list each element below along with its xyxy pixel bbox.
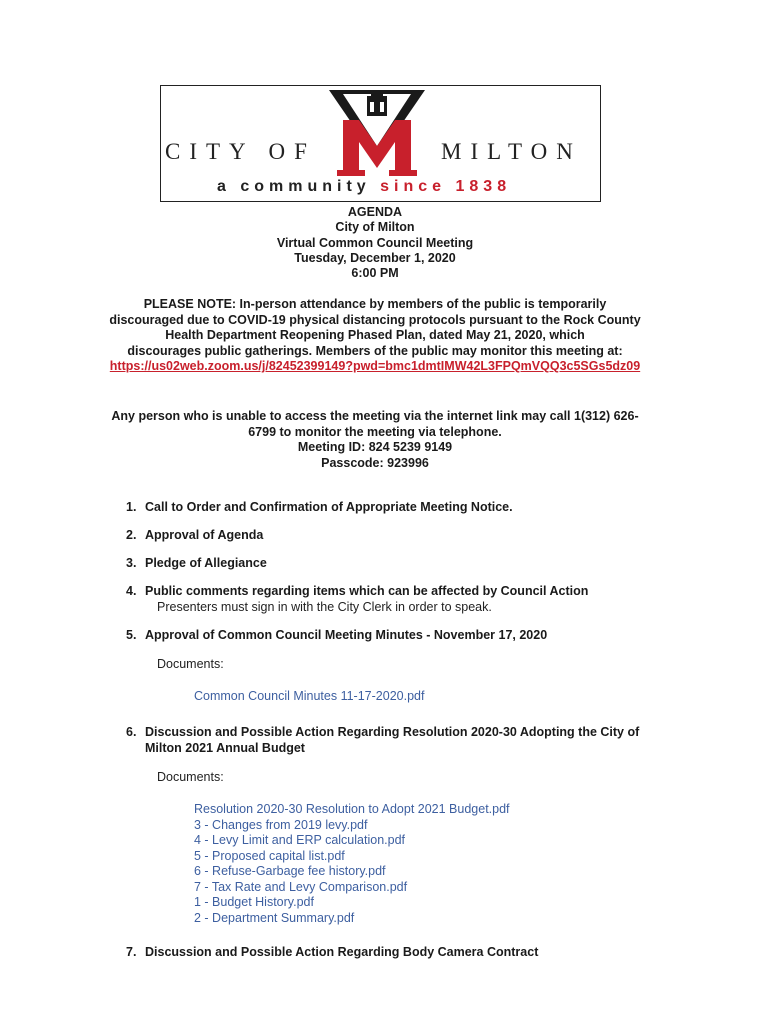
meeting-date: Tuesday, December 1, 2020: [294, 250, 456, 265]
passcode: Passcode: 923996: [321, 455, 429, 470]
agenda-item: [126, 945, 646, 961]
document-link[interactable]: 3 - Changes from 2019 levy.pdf: [194, 817, 368, 832]
meeting-name: Virtual Common Council Meeting: [276, 235, 474, 250]
document-link[interactable]: 5 - Proposed capital list.pdf: [194, 848, 345, 863]
document-link[interactable]: 7 - Tax Rate and Levy Comparison.pdf: [194, 879, 408, 894]
item-number: 2.: [126, 528, 137, 542]
phone-line: 6799 to monitor the meeting via telephone.: [248, 424, 502, 439]
note-line: discouraged due to COVID-19 physical distancing protocols pursuant to the Rock County: [109, 312, 641, 327]
item-text: Public comments regarding items which can be affected by Council Action: [145, 584, 589, 598]
item-text: Pledge of Allegiance: [145, 556, 267, 570]
document-link[interactable]: 4 - Levy Limit and ERP calculation.pdf: [194, 833, 405, 847]
logo-word-city-of: CITY OF: [165, 139, 316, 164]
item-number: 6.: [126, 725, 137, 739]
note-line: Health Department Reopening Phased Plan, dated May 21, 2020, which: [165, 328, 585, 342]
document-link[interactable]: 6 - Refuse-Garbage fee history.pdf: [194, 864, 386, 878]
phone-line: Any person who is unable to access the meeting via the internet link may call 1(312) 626-: [111, 409, 639, 423]
agenda-item: [126, 725, 646, 756]
item-number: 4.: [126, 584, 137, 598]
agenda-item: [126, 556, 646, 572]
agenda-title: AGENDA: [347, 205, 403, 219]
logo-word-milton: MILTON: [441, 139, 582, 164]
tagline-since: since 1838: [380, 178, 512, 195]
meeting-time: 6:00 PM: [351, 266, 399, 281]
item-text: Discussion and Possible Action Regarding Body Camera Contract: [145, 945, 539, 959]
agenda-item: [126, 584, 646, 600]
document-list: [194, 802, 510, 926]
attendance-note: [105, 297, 645, 375]
tagline-community: a community: [217, 178, 371, 195]
item-number: 7.: [126, 945, 137, 959]
city-logo: [160, 85, 601, 202]
agenda-header: [0, 205, 750, 281]
document-link[interactable]: 1 - Budget History.pdf: [194, 895, 314, 909]
item-number: 5.: [126, 628, 137, 642]
agenda-item: [126, 628, 646, 644]
zoom-meeting-link[interactable]: https://us02web.zoom.us/j/82452399149?pwd=bmc1dmtIMW42L3FPQmVQQ3c5SGs5dz09: [109, 359, 641, 373]
document-link[interactable]: Resolution 2020-30 Resolution to Adopt 2021 Budget.pdf: [194, 802, 510, 816]
agenda-item: [126, 528, 646, 544]
item-text: Milton 2021 Annual Budget: [145, 740, 305, 755]
item-subtext: Presenters must sign in with the City Clerk in order to speak.: [157, 600, 492, 614]
item-text: Discussion and Possible Action Regarding Resolution 2020-30 Adopting the City of: [145, 725, 640, 739]
document-link[interactable]: Common Council Minutes 11-17-2020.pdf: [194, 689, 425, 703]
document-list: [194, 689, 424, 705]
item-text: Call to Order and Confirmation of Appropriate Meeting Notice.: [145, 500, 513, 514]
meeting-id: Meeting ID: 824 5239 9149: [297, 440, 453, 454]
phone-access-info: [105, 409, 645, 471]
documents-label: Documents:: [157, 657, 224, 671]
item-text: Approval of Common Council Meeting Minutes - November 17, 2020: [145, 628, 548, 642]
logo-tagline: [217, 178, 511, 196]
documents-label: Documents:: [157, 770, 224, 784]
item-text: Approval of Agenda: [145, 528, 264, 542]
note-line: PLEASE NOTE: In-person attendance by members of the public is temporarily: [143, 297, 607, 311]
milton-m-emblem-icon: [329, 90, 425, 176]
document-link[interactable]: 2 - Department Summary.pdf: [194, 910, 355, 925]
agenda-item: [126, 500, 646, 516]
item-number: 3.: [126, 556, 137, 570]
note-line: discourages public gatherings. Members of the public may monitor this meeting at:: [127, 343, 623, 358]
city-name: City of Milton: [335, 220, 415, 235]
item-number: 1.: [126, 500, 137, 514]
